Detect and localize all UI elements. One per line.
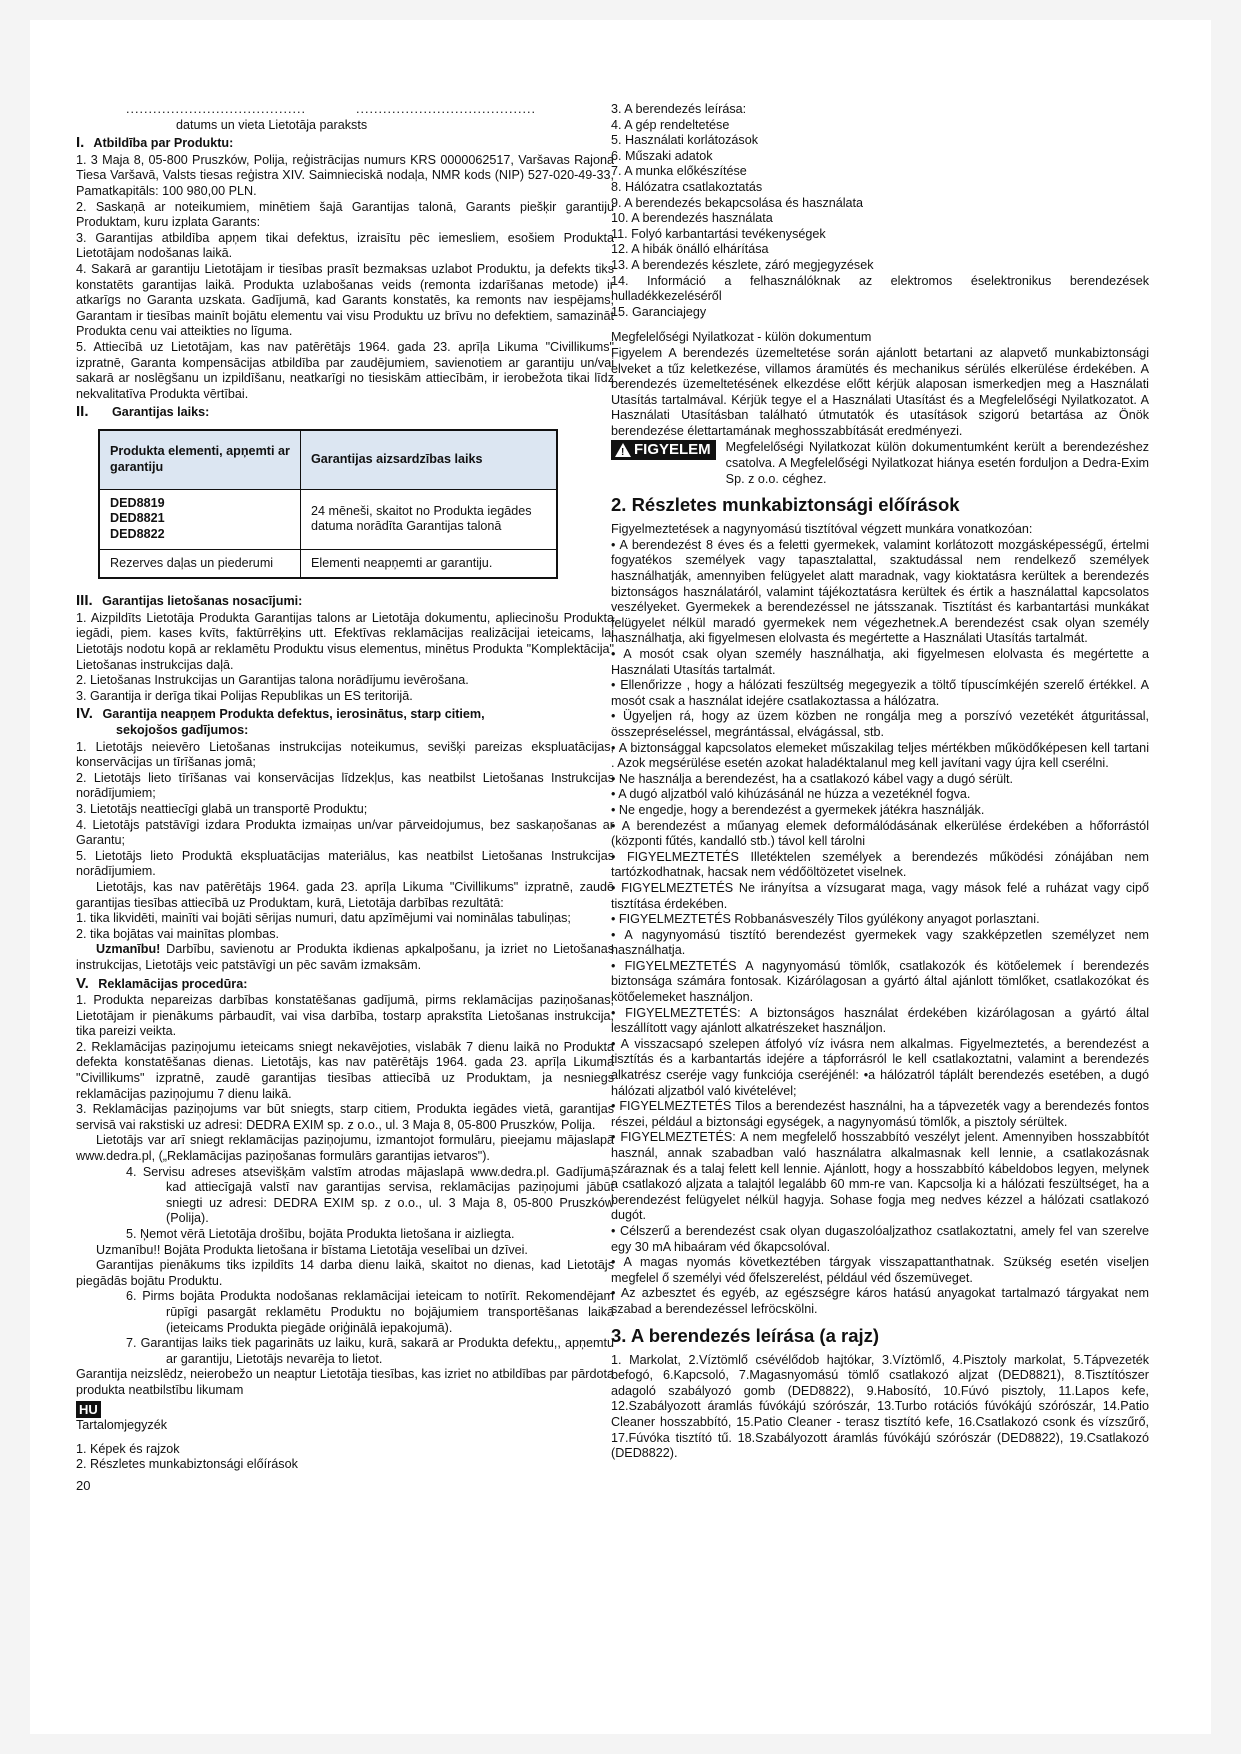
conformity-title: Megfelelőségi Nyilatkozat - külön dokumentum (611, 330, 872, 345)
safety-para: • Az azbesztet és egyéb, az egészségre káros hatású anyagokat tartalmazó tárgyakat nem szabad a berendezéssel lefröcskölni. (611, 1286, 1149, 1316)
toc-item: 13. A berendezés készlete, záró megjegyzések (611, 257, 874, 272)
safety-para: • A berendezést a műanyag elemek deformálódásának elkerülése érdekében a hőforrástól (központi fűtés, kandalló stb.) távol kell tárolni (611, 818, 1149, 849)
table-row (99, 549, 557, 578)
toc-title: Tartalomjegyzék (76, 1418, 167, 1433)
toc-item: 6. Műszaki adatok (611, 148, 713, 163)
toc-item: 3. A berendezés leírása: (611, 102, 747, 116)
section-4-title: Garantija neapņem Produkta defektus, ierosinātus, starp citiem, (102, 707, 485, 722)
section-4-para: 5. Lietotājs lieto Produktā ekspluatācijas materiālus, kas neatbilst Lietošanas Instrukcijas norādījumiem. (76, 848, 614, 879)
page-number: 20 (76, 1478, 91, 1493)
section-1-number: I. (76, 134, 85, 152)
section-4-para: 1. Lietotājs neievēro Lietošanas instrukcijas noteikumus, sevišķi pareizas ekspluatācijas, konservācijas un tīrīšanas jomā; (76, 739, 614, 770)
section-4-note-bold: Uzmanību! (96, 942, 161, 957)
section-2-heading (76, 404, 614, 421)
section-5-number: V. (76, 974, 89, 992)
table-header-cell: Produkta elementi, apņemti ar garantiju (99, 430, 301, 490)
section-5-sub-para: 6. Pirms bojāta Produkta nodošanas reklamācijai ieteicam to notīrīt. Rekomendējam rūpīgi pasargāt reklamētu Produktu no bojājumiem transportēšanas laikā (ieteicams Produkta piegāde oriģinālā iepakojumā). (126, 1289, 614, 1335)
section-5-title: Reklamācijas procedūra: (98, 976, 248, 991)
section-4-heading (76, 706, 614, 738)
safety-para: • FIGYELMEZTETÉS Tilos a berendezést használni, ha a tápvezeték vagy a berendezés fontos részei, például a biztonsági egységek, a nagynyomású tömlők, a pisztoly sérültek. (611, 1099, 1149, 1129)
toc-item: 10. A berendezés használata (611, 211, 773, 226)
toc-item: 15. Garanciajegy (611, 304, 707, 319)
section-5-sub-para: 4. Servisu adreses atsevišķām valstīm atrodas mājaslapā www.dedra.pl. Gadījumā, kad attiecīgajā valstī nav garantijas servisa, reklamācijas paziņojumi jābūt sniegti uz adresi: DEDRA EXIM sp. z o.o., ul. 3 Maja 8, 05-800 Pruszków (Polija). (126, 1164, 614, 1226)
section-4-para: Lietotājs, kas nav patērētājs 1964. gada 23. aprīļa Likuma "Civillikums" izpratnē, zaudē garantijas tiesības attiecībā uz Produktam, kurā, Lietotāja darbības rezultātā: (76, 879, 614, 910)
section-4-note (76, 942, 614, 973)
warning-block (611, 440, 1149, 487)
warning-badge-label: FIGYELEM (634, 441, 711, 459)
signature-dots-left: ........................................ (126, 102, 306, 116)
section-3-title: Garantijas lietošanas nosacījumi: (102, 594, 303, 609)
description-text: 1. Markolat, 2.Víztömlő csévélődob hajtókar, 3.Víztömlő, 4.Pisztoly markolat, 5.Tápvezeték befogó, 6.Kapcsoló, 7.Magasnyomású tömlő csatlakozó aljzat (DED8821), 8.Tisztítószer adagoló szabályozó gomb (DED8822), 9.Habosító, 10.Fúvó pisztoly, 11.Lapos kefe, 12.Szabályozott áramlás fúvókájú szórószár, 13.Turbo rotációs fúvókájú szórószár, 14.Patio Cleaner hosszabbító, 15.Patio Cleaner - terasz tisztító kefe, 16.Csatlakozó csonk és vízszűrő, 17.Fúvóka tisztító tű. 18.Szabályozott áramlás fúvókájú szórószár (DED8822), 19.Csatlakozó (DED8822). (611, 1352, 1149, 1461)
toc-item: 4. A gép rendeltetése (611, 117, 730, 132)
section-1-title: Atbildība par Produktu: (93, 136, 234, 151)
safety-para: • FIGYELMEZTETÉS: A nem megfelelő hosszabbító veszélyt jelent. Amennyiben hosszabbítót használ, annak szabadban való használatra alkalmasnak kell lennie, a csatlakozásnak száraznak és a talaj felett kell lennie. Ajánlott, hogy a hosszabbító kábeldobos legyen, melynek a csatlakozó aljzata a talajtól legalább 60 mm-re van. Kapcsolja ki a hálózati feszültséget, ha a berendezést felügyelet nélkül hagyja. Sohase fogja meg nedves kézzel a hálózati csatlakozó dugót. (611, 1130, 1149, 1223)
safety-para: • FIGYELMEZTETÉS: A biztonságos használat érdekében kizárólagosan a gyártó által leszállított vagy ajánlott alkatrészeket használjon. (611, 1005, 1149, 1036)
section-5-para: 2. Reklamācijas paziņojumu ieteicams sniegt nekavējoties, vislabāk 7 dienu laikā no Produkta defekta konstatēšanas dienas. Lietotājs, kas nav patērētājs 1964. gada 23. aprīļa Likuma "Civillikums" izpratnē, zaudē garantijas tiesības attiecībā uz Produktam, ja nesniegs reklamācijas paziņojumu 7 dienu laikā. (76, 1039, 614, 1101)
table-cell-period: 24 mēneši, skaitot no Produkta iegādes datuma norādīta Garantijas talonā (301, 489, 558, 549)
section-5-heading (76, 976, 614, 993)
section-4-title-line2: sekojošos gadījumos: (116, 723, 249, 737)
signature-dots (126, 102, 536, 118)
signature-label: datums un vieta Lietotāja paraksts (176, 117, 368, 132)
safety-para: • A visszacsapó szelepen átfolyó víz ivásra nem alkalmas. Figyelmeztetés, a berendezést a tisztítás és a karbantartás idejére a tápforrásról le kell csatlakoztatni, valamint a berendezés alkatrész cseréje vagy funkciója cseréjénél: •a hálózatról táplált berendezés esetében, a dugó hálózati aljzatból való kivételével; (611, 1036, 1149, 1098)
section-5-para: Uzmanību!! Bojāta Produkta lietošana ir bīstama Lietotāja veselībai un dzīvei. (96, 1242, 528, 1257)
safety-para: • Ügyeljen rá, hogy az üzem közben ne rongálja meg a porszívó vezetékét átguritással, összepréseléssel, megrántással, elvágással, stb. (611, 709, 1149, 739)
safety-para: • Ne használja a berendezést, ha a csatlakozó kábel vagy a dugó sérült. (611, 771, 1014, 786)
section-5-para: 1. Produkta nepareizas darbības konstatēšanas gadījumā, pirms reklamācijas paziņošanas, Lietotājam ir pienākums pārbaudīt, vai visa darbība, tostarp aprakstīta Lietošanas instrukcija, tika pareizi veikta. (76, 993, 614, 1039)
right-column (611, 102, 1149, 1462)
toc-item: 7. A munka előkészítése (611, 164, 747, 179)
warning-badge (611, 440, 716, 460)
section-3-para: 2. Lietošanas Instrukcijas un Garantijas talona norādījumu ievērošana. (76, 673, 469, 688)
section-1-heading (76, 135, 614, 152)
toc-item: 1. Képek és rajzok (76, 1441, 180, 1456)
section-4-para: 1. tika likvidēti, mainīti vai bojāti sērijas numuri, datu apzīmējumi vai nominālas tabuliņas; (76, 911, 571, 926)
safety-para: • Célszerű a berendezést csak olyan dugaszolóaljzathoz csatlakoztatni, amely fel van szerelve egy 30 mA hibaáram véd őkapcsolóval. (611, 1223, 1149, 1254)
safety-para: Figyelmeztetések a nagynyomású tisztítóval végzett munkára vonatkozóan: (611, 522, 1033, 537)
section-5-para: 3. Reklamācijas paziņojums var būt sniegts, starp citiem, Produkta iegādes vietā, garantijas servisā vai rakstiski uz adresi: DEDRA EXIM sp. z o.o., ul. 3 Maja 8, 05-800 Pruszków, Polija. (76, 1102, 614, 1132)
section-5-closing: Garantija neizslēdz, neierobežo un neaptur Lietotāja tiesības, kas izriet no atbildības par pārdota produkta neatbilstību likumam (76, 1367, 614, 1397)
section-4-para: 2. Lietotājs lieto tīrīšanas vai konservācijas līdzekļus, kas neatbilst Lietošanas Instrukcijas norādījumiem; (76, 770, 614, 801)
table-cell-product: Rezerves daļas un piederumi (99, 549, 301, 578)
section-4-para: 2. tika bojātas vai mainītas plombas. (76, 926, 280, 941)
section-4-note-text: Darbību, savienotu ar Produkta ikdienas apkalpošanu, ja izriet no Lietošanas instrukcijas, Lietotājs veic patstāvīgi un pēc savām izmaksām. (76, 942, 614, 972)
safety-heading: 2. Részletes munkabiztonsági előírások (611, 494, 960, 516)
toc-item: 12. A hibák önálló elhárítása (611, 242, 769, 257)
warning-triangle-icon: ! (615, 443, 631, 457)
section-1-para: 5. Attiecībā uz Lietotājam, kas nav patērētājs 1964. gada 23. aprīļa Likuma "Civillikums" izpratnē, Garanta kompensācijas atbildība par zaudējumiem, savienotiem ar garantiju un/vai sakarā ar noslēgšanu un izpildīšanu, neatkarīgi no tiesiskām attiecībām, ir ierobežota tikai līdz nekvalitatīva Produkta vērtībai. (76, 339, 614, 401)
section-2-title: Garantijas laiks: (112, 405, 210, 420)
warning-text: Megfelelőségi Nyilatkozat külön dokumentumként került a berendezéshez csatolva. A Megfelelőségi Nyilatkozat hiánya esetén forduljon a Dedra-Exim Sp. z o.o. céghez. (725, 440, 1149, 486)
section-2-number: II. (76, 403, 89, 421)
section-4-para: 3. Lietotājs neattiecīgi glabā un transportē Produktu; (76, 801, 368, 816)
toc-item: 9. A berendezés bekapcsolása és használata (611, 195, 864, 210)
safety-para: • A magas nyomás következtében tárgyak visszapattanthatnak. Szükség esetén viseljen megfelel ő személyi véd őfelszerelést, például véd őszemüveget. (611, 1255, 1149, 1285)
section-1-para: 3. Garantijas atbildība apņem tikai defektus, izraisītu pēc iemesliem, esošiem Produkta Lietotājam nodošanas laikā. (76, 230, 614, 261)
table-header-cell: Garantijas aizsardzības laiks (301, 430, 558, 490)
conformity-text: Figyelem A berendezés üzemeltetése során ajánlott betartani az alapvető munkabiztonsági elveket a tűz keletkezése, villamos áramütés és mechanikus sérülés elkerülése érdekében. A berendezés üzemeltetésének elkezdése előtt kérjük alaposan ismerkedjen meg a Használati Utasítás tartalmával. Kérjük tegye el a Használati Utasítást és a Megfelelőségi Nyilatkozatot. A Használati Utasításban található útmutatók és utasítások szigorú betartása az Önök berendezése élettartamának meghosszabbítását eredményezi. (611, 345, 1149, 438)
section-3-para: 1. Aizpildīts Lietotāja Produkta Garantijas talons ar Lietotāja dokumentu, apliecinošu Produkta iegādi, piem. kases kvīts, faktūrrēķins utt. Efektīvas reklamācijas realizācijai ieteicams, lai Lietotājs nodotu kopā ar reklamētu Produktu visus elementus, minētus Produkta "Komplektācija" Lietošanas instrukcijas daļā. (76, 610, 614, 672)
table-row (99, 489, 557, 549)
section-3-para: 3. Garantija ir derīga tikai Polijas Republikas un ES teritorijā. (76, 688, 413, 703)
section-3-heading (76, 593, 614, 610)
safety-para: • FIGYELMEZTETÉS Robbanásveszély Tilos gyúlékony anyagot porlasztani. (611, 912, 1040, 927)
section-5-sub-para: 7. Garantijas laiks tiek pagarināts uz laiku, kurā, sakarā ar Produkta defektu,, apņemtu ar garantiju, Lietotājs nevarēja to lietot. (126, 1336, 614, 1366)
section-1-para: 1. 3 Maja 8, 05-800 Pruszków, Polija, reģistrācijas numurs KRS 0000062517, Varšavas Rajona Tiesa Varšavā, Valsts tiesas reģistra XIV. Saimnieciskā nodaļa, NMR kods (NIP) 527-020-49-33, Pamatkapitāls: 100 980,00 PLN. (76, 152, 614, 198)
language-badge-hu: HU (76, 1401, 101, 1419)
section-5-para: Lietotājs var arī sniegt reklamācijas paziņojumu, izmantojot formulāru, pieejamu mājaslapā www.dedra.pl, („Reklamācijas paziņošanas formulārs garantijas ietvaros"). (76, 1133, 614, 1164)
table-cell-period: Elementi neapņemti ar garantiju. (301, 549, 558, 578)
toc-item: 2. Részletes munkabiztonsági előírások (76, 1457, 298, 1472)
table-header-row (99, 430, 557, 490)
signature-dots-right: ........................................ (356, 102, 536, 116)
section-3-number: III. (76, 592, 93, 610)
safety-para: • FIGYELMEZTETÉS Illetéktelen személyek a berendezés működési zónájában nem tartózkodhatnak, hacsak nem védőöltözetet viselnek. (611, 849, 1149, 880)
section-5-sub-para: 5. Ņemot vērā Lietotāja drošību, bojāta Produkta lietošana ir aizliegta. (126, 1227, 515, 1241)
safety-para: • FIGYELMEZTETÉS Ne irányítsa a vízsugarat maga, vagy mások felé a ruházat vagy cipő tisztítása érdekében. (611, 880, 1149, 911)
section-4-number: IV. (76, 705, 93, 723)
toc-item: 8. Hálózatra csatlakoztatás (611, 179, 763, 194)
safety-para: • A berendezést 8 éves és a feletti gyermekek, valamint korlátozott mozgásképességű, értelmi fogyatékos személyek vagy tapasztalattal, szaktudással nem rendelkező személyek használhatják, amennyiben felügyelet alatt maradnak, vagy kioktatásra kerültek a berendezés biztonságos használatáról, valamint tájékoztatásra kerültek és értik a használattal kapcsolatos veszélyeket. Gyermekek a berendezéssel ne játsszanak. Tisztítást és karbantartási munkákat felügyelet nélkül maradó gyermekek nem végezhetnek.A berendezést csak olyan személy használhatja, aki figyelmesen elolvasta és megértette a Használati Utasítás tartalmát. (611, 537, 1149, 646)
table-cell-product: DED8819 DED8821 DED8822 (99, 489, 301, 549)
toc-item: 5. Használati korlátozások (611, 133, 758, 148)
safety-para: • Ne engedje, hogy a berendezést a gyermekek játékra használják. (611, 802, 985, 817)
section-5-para: Garantijas pienākums tiks izpildīts 14 darba dienu laikā, skaitot no dienas, kad Lietotājs piegādās bojātu Produktu. (76, 1258, 614, 1288)
section-1-para: 2. Saskaņā ar noteikumiem, minētiem šajā Garantijas talonā, Garants piešķir garantiju Produktam, kuru izplata Garants: (76, 199, 614, 230)
safety-para: • Ellenőrizze , hogy a hálózati feszültség megegyezik a töltő típuscímkéjén szerelő értékkel. A mosót csak a használat idejére csatlakoztassa a hálózatra. (611, 678, 1149, 708)
toc-item: 11. Folyó karbantartási tevékenységek (611, 226, 826, 241)
left-column (76, 102, 614, 1473)
safety-para: • A mosót csak olyan személy használhatja, aki figyelmesen elolvasta és megértette a Használati Utasítás tartalmát. (611, 647, 1149, 677)
safety-para: • FIGYELMEZTETÉS A nagynyomású tömlők, csatlakozók és kötőelemek í berendezés biztonsága számára fontosak. Kizárólagosan a gyártó által ajánlott tömlőket, csatlakozókat és kötőelemeket használjon. (611, 958, 1149, 1005)
toc-item: 14. Információ a felhasználóknak az elektromos éselektronikus berendezések hulladékkezeléséről (611, 273, 1149, 304)
warranty-table (98, 429, 558, 579)
safety-para: • A biztonsággal kapcsolatos elemeket műszakilag teljes mértékben működőképesen kell tartani . Azok megsérülése esetén azokat haladéktalanul meg kell javítani vagy újra kell cserélni. (611, 740, 1149, 771)
description-heading: 3. A berendezés leírása (a rajz) (611, 1324, 880, 1346)
section-1-para: 4. Sakarā ar garantiju Lietotājam ir tiesības prasīt bezmaksas uzlabot Produktu, ja defekts tiks konstatēts garantijas laikā. Produkta uzlabošanas veids (remonta izdarīšanas metode) ir atkarīgs no Garanta uzskata. Gadījumā, kad Garants konstatēs, ka remonts nav iespējams, Garantam ir tiesības mainīt bojātu elementu vai visu Produktu uz brīvu no defektiem, samazināt Produkta cenu vai atteikties no līguma. (76, 261, 614, 339)
safety-para: • A dugó aljzatból való kihúzásánál ne húzza a vezetéknél fogva. (611, 787, 971, 802)
section-4-para: 4. Lietotājs patstāvīgi izdara Produkta izmaiņas un/var pārveidojumus, bez saskaņošanas ar Garantu; (76, 817, 614, 848)
safety-para: • A nagynyomású tisztító berendezést gyermekek vagy szakképzetlen személyzet nem használhatja. (611, 927, 1149, 958)
